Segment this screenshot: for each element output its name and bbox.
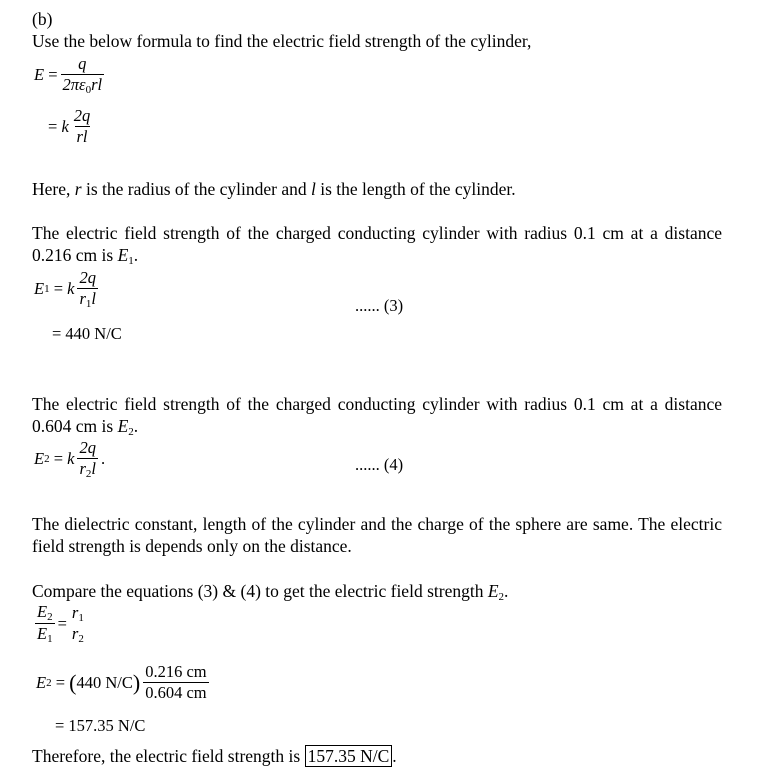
denominator (77, 458, 98, 480)
paragraph-1 (32, 222, 722, 272)
here-text (32, 178, 516, 200)
equation-tag-3: ...... (3) (355, 296, 404, 315)
numerator: 2q (79, 268, 96, 287)
var-e: E (34, 279, 45, 298)
equals: = (48, 116, 58, 136)
sub: 1 (85, 298, 92, 310)
numerator (35, 602, 55, 623)
t: E (37, 624, 48, 643)
paragraph-2 (32, 393, 722, 443)
compare-text (32, 580, 508, 608)
var-k: k (61, 116, 69, 136)
t: . (504, 581, 509, 601)
den-text: 2πε (62, 75, 86, 94)
numerator (70, 603, 86, 624)
equals: = (48, 65, 58, 84)
equation-tag-4: ...... (4) (355, 455, 404, 474)
var-e: E (34, 65, 45, 84)
sub: 2 (85, 468, 92, 480)
fraction (70, 603, 86, 645)
t: r (79, 289, 86, 308)
t: . (392, 746, 397, 766)
part-label: (b) (32, 9, 53, 29)
t: r (71, 623, 79, 643)
t: l (91, 459, 96, 478)
t: Compare the equations (3) & (4) to get the electric field strength (32, 581, 488, 601)
calc-equation: E 2 = ( 440 N/C ) $\frac{0.216 cm}{0.604 cm}$ (36, 662, 207, 702)
denominator (70, 624, 86, 645)
calc-result: = 157.35 N/C (55, 716, 146, 735)
numerator: 2q (79, 438, 96, 457)
t: is the length of the cylinder. (315, 179, 516, 199)
sub: 2 (128, 426, 134, 438)
paragraph-3: The dielectric constant, length of the cylinder and the charge of the sphere are same. The electric field strength is depends only on the distance. (32, 514, 722, 556)
denominator: 0.604 cm (145, 683, 207, 702)
conclusion-text (32, 745, 397, 767)
fraction (77, 438, 98, 480)
sub: 2 (78, 632, 84, 645)
intro-text: Use the below formula to find the electric field strength of the cylinder, (32, 31, 532, 51)
factor: 440 N/C (76, 672, 133, 692)
sub: 2 (498, 591, 505, 603)
denominator (77, 288, 98, 310)
answer-box: 157.35 N/C (305, 745, 393, 767)
sub: 1 (78, 611, 84, 624)
t: The electric field strength of the charged conducting cylinder with radius 0.1 cm at a distance 0.604 cm is (32, 394, 722, 436)
denominator (35, 623, 55, 645)
var-k: k (67, 449, 75, 468)
var-k: k (67, 279, 75, 298)
sub: 2 (47, 611, 53, 623)
numerator: 0.216 cm (145, 662, 207, 681)
equation-3-result: = 440 N/C (52, 324, 122, 343)
formula-k (48, 106, 95, 147)
t: . (133, 245, 139, 265)
var-r: r (74, 179, 82, 199)
formula-e (34, 54, 107, 96)
denominator (61, 74, 105, 96)
t: . (101, 449, 106, 468)
fraction (72, 106, 93, 147)
fraction (61, 54, 105, 96)
t: Here, (32, 179, 75, 199)
var-l: l (310, 179, 316, 199)
fraction (77, 268, 98, 310)
var-e: E (117, 245, 129, 265)
equation-3: E 1 = k $\frac{2q}{r_1l}$ (34, 268, 96, 310)
fraction (143, 662, 208, 703)
paren: ) (132, 669, 141, 695)
den-sub: 0 (85, 84, 92, 96)
t: r (71, 602, 79, 622)
t: . (133, 416, 139, 436)
var-e: E (117, 416, 129, 436)
t: The electric field strength of the charged conducting cylinder with radius 0.1 cm at a distance 0.216 cm is (32, 223, 722, 265)
numerator: 2q (73, 106, 91, 125)
paren: ( (69, 669, 77, 695)
denominator: rl (76, 127, 88, 146)
t: is the radius of the cylinder and (81, 179, 311, 199)
t: r (79, 459, 86, 478)
t: l (91, 289, 96, 308)
sub: 1 (44, 283, 50, 295)
fraction (35, 602, 55, 645)
sub: 1 (128, 255, 134, 267)
var-e: E (34, 449, 45, 468)
equation-4: E 2 = k $\frac{2q}{r_2l}$ . (34, 438, 106, 480)
t: E (37, 602, 48, 621)
ratio-equation: $\frac{E_2}{E_1}$ = $r_1$ $r_2$ (37, 602, 84, 645)
var-e: E (487, 581, 499, 601)
var-e: E (36, 672, 47, 692)
numerator: q (78, 54, 87, 73)
sub: 1 (47, 633, 53, 645)
sub: 2 (46, 676, 52, 689)
den-tail: rl (91, 75, 103, 94)
sub: 2 (44, 453, 50, 465)
t: Therefore, the electric field strength is (32, 746, 305, 766)
